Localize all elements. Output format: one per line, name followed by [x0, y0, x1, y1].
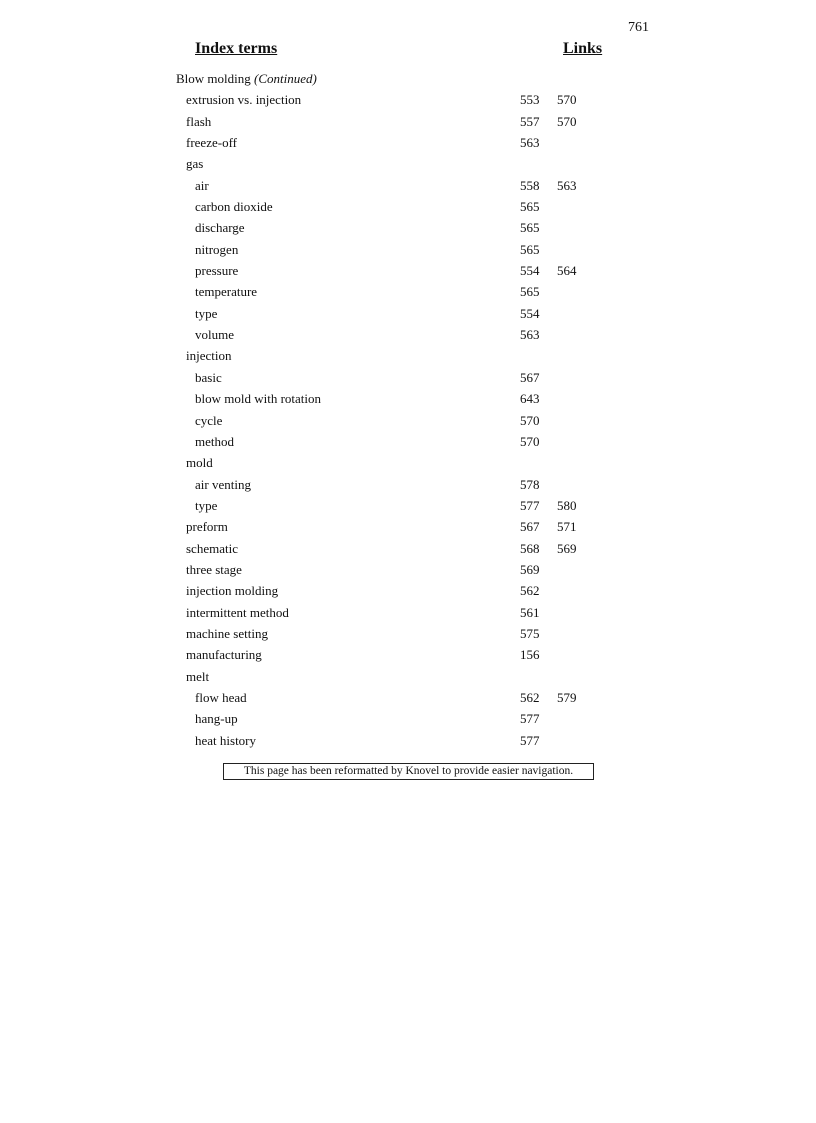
- page-link[interactable]: 580: [557, 497, 577, 513]
- index-entry: [0, 217, 816, 238]
- page-link[interactable]: 578: [520, 476, 540, 492]
- index-term: injection: [186, 348, 232, 364]
- index-entry: [0, 516, 816, 537]
- index-term: intermittent method: [186, 604, 289, 620]
- page-link[interactable]: 577: [520, 711, 540, 727]
- page-link[interactable]: 554: [520, 305, 540, 321]
- index-term: basic: [195, 369, 222, 385]
- page-link[interactable]: 562: [520, 689, 540, 705]
- page-link[interactable]: 561: [520, 604, 540, 620]
- index-term: freeze-off: [186, 135, 237, 151]
- index-term: blow mold with rotation: [195, 391, 322, 407]
- index-entry: [0, 602, 816, 623]
- index-term: nitrogen: [195, 241, 239, 257]
- index-term: temperature: [195, 284, 258, 300]
- page-link[interactable]: 570: [557, 113, 577, 129]
- page-link[interactable]: 570: [520, 412, 540, 428]
- index-term: schematic: [186, 540, 238, 556]
- page-link[interactable]: 567: [520, 519, 540, 535]
- index-terms-heading: Index terms: [195, 40, 278, 57]
- index-entry: [0, 687, 816, 708]
- page-link[interactable]: 563: [520, 135, 540, 151]
- index-entry: [0, 730, 816, 751]
- page-link[interactable]: 563: [557, 177, 577, 193]
- page-link[interactable]: 558: [520, 177, 540, 193]
- section-term: [176, 68, 317, 89]
- index-term: type: [195, 497, 218, 513]
- index-term: manufacturing: [186, 647, 262, 663]
- index-term: volume: [195, 327, 234, 343]
- page-link[interactable]: 564: [557, 263, 577, 279]
- index-term: gas: [186, 156, 204, 172]
- section-qualifier: (Continued): [254, 71, 317, 86]
- index-entry: [0, 196, 816, 217]
- index-term: mold: [186, 455, 213, 471]
- index-entry: [0, 666, 816, 687]
- page-link[interactable]: 570: [557, 92, 577, 108]
- index-entry: [0, 367, 816, 388]
- index-term: flow head: [195, 689, 247, 705]
- index-entry: [0, 303, 816, 324]
- index-term: method: [195, 433, 234, 449]
- index-term: flash: [186, 113, 212, 129]
- index-entry: [0, 132, 816, 153]
- page-link[interactable]: 567: [520, 369, 540, 385]
- index-entry: [0, 345, 816, 366]
- index-entry: [0, 281, 816, 302]
- index-entry: [0, 89, 816, 110]
- index-entry: [0, 260, 816, 281]
- index-entries: [0, 68, 816, 751]
- page-link[interactable]: 577: [520, 497, 540, 513]
- page-link[interactable]: 562: [520, 583, 540, 599]
- page-link[interactable]: 565: [520, 199, 540, 215]
- index-term: discharge: [195, 220, 245, 236]
- page-link[interactable]: 563: [520, 327, 540, 343]
- index-entry: [0, 153, 816, 174]
- index-entry: [0, 474, 816, 495]
- page-link[interactable]: 557: [520, 113, 540, 129]
- page-link[interactable]: 565: [520, 284, 540, 300]
- page-link[interactable]: 575: [520, 625, 540, 641]
- index-entry: [0, 580, 816, 601]
- index-entry: [0, 324, 816, 345]
- page-number: 761: [628, 20, 649, 35]
- index-entry: [0, 388, 816, 409]
- index-term: pressure: [195, 263, 239, 279]
- index-term: air venting: [195, 476, 251, 492]
- index-entry: [0, 559, 816, 580]
- index-term: cycle: [195, 412, 223, 428]
- index-term: injection molding: [186, 583, 279, 599]
- page-link[interactable]: 579: [557, 689, 577, 705]
- index-entry: [0, 452, 816, 473]
- page-link[interactable]: 643: [520, 391, 540, 407]
- page-link[interactable]: 156: [520, 647, 540, 663]
- page-link[interactable]: 553: [520, 92, 540, 108]
- index-term: air: [195, 177, 209, 193]
- index-entry: [0, 495, 816, 516]
- page-link[interactable]: 569: [557, 540, 577, 556]
- index-entry: [0, 410, 816, 431]
- index-entry: [0, 708, 816, 729]
- index-entry: [0, 111, 816, 132]
- knovel-reformat-note: This page has been reformatted by Knovel to provide easier navigation.: [223, 763, 594, 780]
- page-link[interactable]: 571: [557, 519, 577, 535]
- index-term: heat history: [195, 732, 257, 748]
- section-heading-entry: [0, 68, 816, 89]
- index-term: type: [195, 305, 218, 321]
- page-link[interactable]: 554: [520, 263, 540, 279]
- page-link[interactable]: 565: [520, 220, 540, 236]
- page-link[interactable]: 568: [520, 540, 540, 556]
- index-entry: [0, 239, 816, 260]
- index-term: three stage: [186, 561, 242, 577]
- index-term: extrusion vs. injection: [186, 92, 302, 108]
- page-link[interactable]: 570: [520, 433, 540, 449]
- page-link[interactable]: 569: [520, 561, 540, 577]
- links-heading: Links: [563, 40, 603, 57]
- index-term: hang-up: [195, 711, 238, 727]
- index-entry: [0, 644, 816, 665]
- section-term-text: Blow molding: [176, 71, 251, 86]
- index-term: preform: [186, 519, 228, 535]
- page-link[interactable]: 577: [520, 732, 540, 748]
- index-term: melt: [186, 668, 210, 684]
- index-entry: [0, 623, 816, 644]
- index-term: machine setting: [186, 625, 268, 641]
- page-link[interactable]: 565: [520, 241, 540, 257]
- index-entry: [0, 175, 816, 196]
- index-entry: [0, 538, 816, 559]
- index-entry: [0, 431, 816, 452]
- index-term: carbon dioxide: [195, 199, 273, 215]
